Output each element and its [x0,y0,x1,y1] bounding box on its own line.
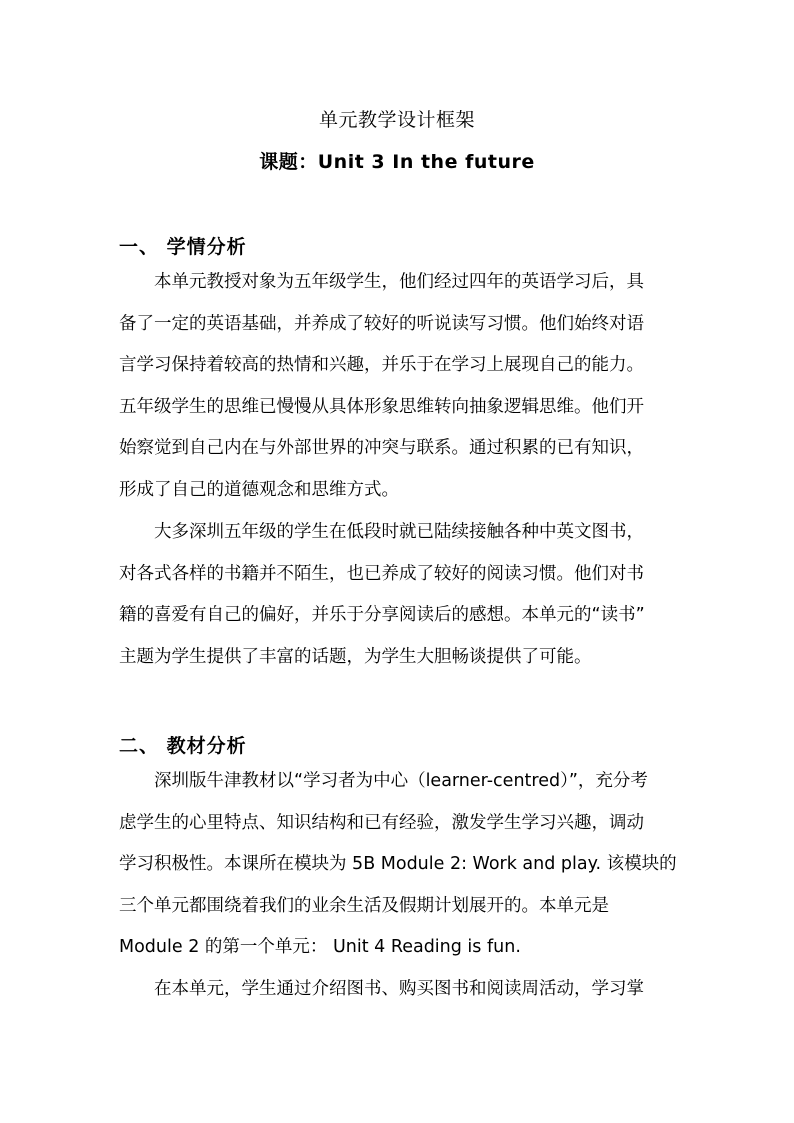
text-line: 对各式各样的书籍并不陌生，也已养成了较好的阅读习惯。他们对书 [119,563,644,584]
text-line: 大多深圳五年级的学生在低段时就已陆续接触各种中英文图书， [119,522,644,542]
text-line: 本单元教授对象为五年级学生，他们经过四年的英语学习后，具 [119,272,644,292]
section-heading-student-analysis: 一、 学情分析 [119,236,247,258]
text-line: 学习积极性。本课所在模块为 5B Module 2: Work and play. 该模块的 [119,854,677,875]
text-line: 言学习保持着较高的热情和兴趣，并乐于在学习上展现自己的能力。 [119,355,644,376]
text-line: 籍的喜爱有自己的偏好，并乐于分享阅读后的感想。本单元的“读书” [119,605,645,626]
text-line: 虑学生的心里特点、知识结构和已有经验，激发学生学习兴趣，调动 [119,812,644,833]
text-line: 主题为学生提供了丰富的话题，为学生大胆畅谈提供了可能。 [119,646,592,667]
lesson-subtitle: 课题：Unit 3 In the future [259,151,535,173]
text-line: 备了一定的英语基础，并养成了较好的听说读写习惯。他们始终对语 [119,313,644,334]
text-line: 始察觉到自己内在与外部世界的冲突与联系。通过积累的已有知识， [119,438,644,459]
text-line: 五年级学生的思维已慢慢从具体形象思维转向抽象逻辑思维。他们开 [119,396,644,417]
text-line: 在本单元，学生通过介绍图书、购买图书和阅读周活动，学习掌 [119,979,644,999]
paragraph-student-analysis-1 [119,262,679,512]
text-line: 深圳版牛津教材以“学习者为中心（learner-centred）”，充分考 [119,771,648,791]
document-title: 单元教学设计框架 [318,109,475,131]
text-line: 三个单元都围绕着我们的业余生活及假期计划展开的。本单元是 [119,895,609,916]
paragraph-student-analysis-2 [119,512,679,678]
text-line: 形成了自己的道德观念和思维方式。 [119,479,399,500]
text-line: Module 2 的第一个单元： Unit 4 Reading is fun. [119,937,521,958]
section-heading-textbook-analysis: 二、 教材分析 [119,735,247,757]
paragraph-textbook-analysis-1 [119,761,679,969]
paragraph-textbook-analysis-2 [119,969,679,1011]
